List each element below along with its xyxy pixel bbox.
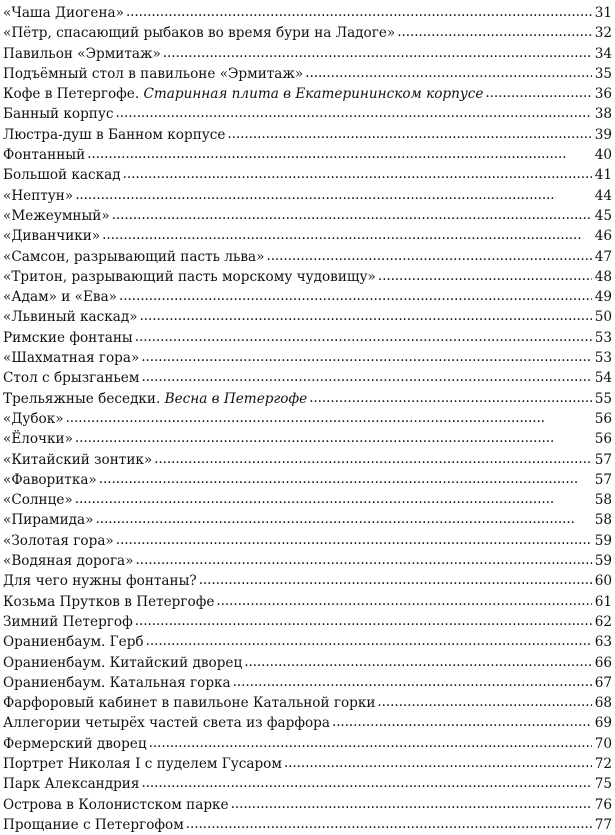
dot-leader xyxy=(231,794,592,814)
entry-title-text: Зимний Петергоф xyxy=(3,613,133,630)
page-number: 46 xyxy=(594,228,612,245)
page-number: 38 xyxy=(594,106,612,123)
dot-leader xyxy=(397,22,592,42)
entry-subtitle: Весна в Петергофе xyxy=(164,390,308,407)
page-number: 45 xyxy=(594,207,612,224)
dot-leader xyxy=(227,124,592,144)
dot-leader xyxy=(112,205,592,225)
page-number: 68 xyxy=(594,695,612,712)
entry-title xyxy=(3,165,121,185)
dot-leader xyxy=(216,591,592,611)
entry-title xyxy=(3,84,483,104)
toc-entry xyxy=(3,64,612,84)
entry-title xyxy=(3,206,110,226)
toc-entry xyxy=(3,754,612,774)
page-number: 75 xyxy=(594,776,612,793)
dot-leader xyxy=(66,408,592,428)
toc-entry xyxy=(3,125,612,145)
toc-entry xyxy=(3,206,612,226)
toc-entry xyxy=(3,44,612,64)
toc-entry xyxy=(3,815,612,835)
page-number: 56 xyxy=(594,431,612,448)
page-number: 61 xyxy=(594,593,612,610)
toc-entry xyxy=(3,409,612,429)
toc-entry xyxy=(3,307,612,327)
entry-title xyxy=(3,470,97,490)
toc-entry xyxy=(3,348,612,368)
entry-title-text: «Адам» и «Ева» xyxy=(3,289,117,306)
entry-title xyxy=(3,450,152,470)
entry-title-text: Аллегории четырёх частей света из фарфора xyxy=(3,715,330,732)
entry-title-text: Кофе в Петергофе. xyxy=(3,86,144,103)
dot-leader xyxy=(146,631,592,651)
entry-title xyxy=(3,490,73,510)
entry-title-text: «Диванчики» xyxy=(3,228,101,245)
entry-title-text: Парк Александрия xyxy=(3,776,140,793)
entry-title xyxy=(3,44,161,64)
toc-entry xyxy=(3,551,612,571)
page-number: 49 xyxy=(594,289,612,306)
page-number: 58 xyxy=(594,512,612,529)
entry-title xyxy=(3,592,214,612)
page-number: 36 xyxy=(594,86,612,103)
entry-title xyxy=(3,64,303,84)
page-number: 39 xyxy=(594,126,612,143)
entry-title-text: «Солнце» xyxy=(3,492,73,509)
entry-title-text: Козьма Прутков в Петергофе xyxy=(3,593,215,610)
entry-title xyxy=(3,247,264,267)
dot-leader xyxy=(163,43,592,63)
dot-leader xyxy=(126,2,592,22)
toc-entry xyxy=(3,23,612,43)
entry-title xyxy=(3,673,231,693)
entry-title-text: Римские фонтаны xyxy=(3,329,133,346)
toc-entry xyxy=(3,368,612,388)
entry-title xyxy=(3,734,147,754)
entry-title-text: «Пирамида» xyxy=(3,512,94,529)
entry-title xyxy=(3,368,139,388)
dot-leader xyxy=(75,489,592,509)
entry-title xyxy=(3,653,242,673)
entry-title xyxy=(3,287,117,307)
dot-leader xyxy=(233,672,592,692)
entry-title-text: Стол с брызганьем xyxy=(3,370,140,387)
entry-title-text: Подъёмный стол в павильоне «Эрмитаж» xyxy=(3,65,304,82)
toc-entry xyxy=(3,389,612,409)
entry-title xyxy=(3,328,133,348)
dot-leader xyxy=(266,246,592,266)
toc-entry xyxy=(3,490,612,510)
table-of-contents xyxy=(3,3,612,835)
entry-title-text: Трельяжные беседки. xyxy=(3,390,165,407)
page-number: 59 xyxy=(594,553,612,570)
page-number: 57 xyxy=(594,451,612,468)
entry-title-text: Павильон «Эрмитаж» xyxy=(3,45,161,62)
page-number: 53 xyxy=(594,350,612,367)
entry-title-text: «Фаворитка» xyxy=(3,471,97,488)
toc-entry xyxy=(3,612,612,632)
entry-title-text: «Тритон, разрывающий пасть морскому чудовищу» xyxy=(3,268,376,285)
entry-title-text: Портрет Николая I с пуделем Гусаром xyxy=(3,755,282,772)
toc-entry xyxy=(3,247,612,267)
page-number: 53 xyxy=(594,329,612,346)
entry-title xyxy=(3,145,85,165)
entry-title-text: «Межеумный» xyxy=(3,207,110,224)
toc-entry xyxy=(3,3,612,23)
entry-title-text: «Пётр, спасающий рыбаков во время бури на Ладоге» xyxy=(3,25,396,42)
dot-leader xyxy=(119,286,592,306)
dot-leader xyxy=(115,103,592,123)
entry-title xyxy=(3,815,184,835)
dot-leader xyxy=(186,814,592,834)
dot-leader xyxy=(284,753,592,773)
page-number: 63 xyxy=(594,634,612,651)
toc-entry xyxy=(3,470,612,490)
dot-leader xyxy=(75,185,592,205)
dot-leader xyxy=(140,306,592,326)
dot-leader xyxy=(378,266,592,286)
dot-leader xyxy=(244,652,592,672)
page-number: 72 xyxy=(594,755,612,772)
dot-leader xyxy=(485,83,592,103)
toc-entry xyxy=(3,693,612,713)
page-number: 60 xyxy=(594,573,612,590)
entry-title xyxy=(3,531,114,551)
entry-title-text: «Чаша Диогена» xyxy=(3,5,124,21)
entry-title-text: «Водяная дорога» xyxy=(3,553,134,570)
dot-leader xyxy=(154,449,592,469)
dot-leader xyxy=(149,733,592,753)
dot-leader xyxy=(305,63,592,83)
entry-title xyxy=(3,3,124,23)
entry-title xyxy=(3,754,282,774)
toc-entry xyxy=(3,145,612,165)
page-number: 59 xyxy=(594,532,612,549)
entry-title-text: Ораниенбаум. Катальная горка xyxy=(3,674,231,691)
dot-leader xyxy=(75,428,592,448)
entry-title-text: Фарфоровый кабинет в павильоне Катальной горки xyxy=(3,695,376,712)
entry-title-text: «Ёлочки» xyxy=(3,431,73,448)
toc-entry xyxy=(3,186,612,206)
page-number: 40 xyxy=(594,147,612,164)
dot-leader xyxy=(135,550,592,570)
page-number: 31 xyxy=(594,5,612,21)
entry-title-text: Фонтанный xyxy=(3,147,86,164)
page-number: 67 xyxy=(594,674,612,691)
toc-entry xyxy=(3,673,612,693)
page-number: 62 xyxy=(594,613,612,630)
dot-leader xyxy=(102,225,592,245)
entry-title xyxy=(3,551,133,571)
dot-leader xyxy=(135,611,592,631)
toc-entry xyxy=(3,632,612,652)
dot-leader xyxy=(99,469,592,489)
page-number: 70 xyxy=(594,735,612,752)
toc-entry xyxy=(3,510,612,530)
entry-title-text: «Золотая гора» xyxy=(3,532,114,549)
page-number: 47 xyxy=(594,248,612,265)
dot-leader xyxy=(135,327,592,347)
entry-title xyxy=(3,774,139,794)
dot-leader xyxy=(141,347,592,367)
toc-entry xyxy=(3,531,612,551)
dot-leader xyxy=(332,712,592,732)
dot-leader xyxy=(199,570,592,590)
entry-title xyxy=(3,267,376,287)
entry-title-text: Люстра-душ в Банном корпусе xyxy=(3,126,226,143)
entry-title xyxy=(3,510,93,530)
toc-entry xyxy=(3,328,612,348)
entry-title xyxy=(3,713,330,733)
entry-title xyxy=(3,226,100,246)
toc-entry xyxy=(3,795,612,815)
entry-title xyxy=(3,104,113,124)
entry-title xyxy=(3,409,64,429)
entry-title xyxy=(3,612,133,632)
entry-title-text: «Китайский зонтик» xyxy=(3,451,153,468)
page-number: 57 xyxy=(594,471,612,488)
dot-leader xyxy=(377,692,592,712)
dot-leader xyxy=(309,388,592,408)
dot-leader xyxy=(116,530,592,550)
toc-entry xyxy=(3,287,612,307)
toc-entry xyxy=(3,104,612,124)
entry-title-text: Острова в Колонистском парке xyxy=(3,796,229,813)
dot-leader xyxy=(123,164,592,184)
entry-title xyxy=(3,389,307,409)
page-number: 56 xyxy=(594,410,612,427)
entry-title-text: Фермерский дворец xyxy=(3,735,147,752)
page-number: 44 xyxy=(594,187,612,204)
page-number: 50 xyxy=(594,309,612,326)
entry-title xyxy=(3,186,73,206)
entry-title xyxy=(3,307,138,327)
page-number: 77 xyxy=(594,816,612,833)
entry-title-text: Ораниенбаум. Китайский дворец xyxy=(3,654,243,671)
dot-leader xyxy=(87,144,592,164)
dot-leader xyxy=(141,773,592,793)
toc-entry xyxy=(3,734,612,754)
entry-title xyxy=(3,23,395,43)
entry-title-text: Банный корпус xyxy=(3,106,114,123)
toc-entry xyxy=(3,267,612,287)
entry-subtitle: Старинная плита в Екатерининском корпусе xyxy=(143,86,484,103)
entry-title-text: «Нептун» xyxy=(3,187,74,204)
page-number: 41 xyxy=(594,167,612,184)
page-number: 48 xyxy=(594,268,612,285)
dot-leader xyxy=(95,509,592,529)
entry-title-text: Большой каскад xyxy=(3,167,121,184)
page-number: 55 xyxy=(594,390,612,407)
page-number: 66 xyxy=(594,654,612,671)
entry-title xyxy=(3,632,144,652)
entry-title-text: «Самсон, разрывающий пасть льва» xyxy=(3,248,265,265)
entry-title-text: «Шахматная гора» xyxy=(3,350,140,367)
entry-title xyxy=(3,795,229,815)
toc-entry xyxy=(3,592,612,612)
entry-title xyxy=(3,693,375,713)
entry-title-text: Ораниенбаум. Герб xyxy=(3,634,144,651)
page-number: 35 xyxy=(594,65,612,82)
page-number: 34 xyxy=(594,45,612,62)
entry-title-text: «Дубок» xyxy=(3,410,64,427)
toc-entry xyxy=(3,571,612,591)
page-number: 69 xyxy=(594,715,612,732)
page-number: 76 xyxy=(594,796,612,813)
entry-title xyxy=(3,125,225,145)
entry-title xyxy=(3,571,197,591)
toc-entry xyxy=(3,165,612,185)
toc-entry xyxy=(3,226,612,246)
page-number: 58 xyxy=(594,492,612,509)
toc-entry xyxy=(3,84,612,104)
toc-entry xyxy=(3,653,612,673)
page-number: 54 xyxy=(594,370,612,387)
toc-entry xyxy=(3,450,612,470)
entry-title xyxy=(3,429,73,449)
entry-title xyxy=(3,348,139,368)
page-number: 32 xyxy=(594,25,612,42)
toc-entry xyxy=(3,713,612,733)
entry-title-text: Для чего нужны фонтаны? xyxy=(3,573,197,590)
toc-entry xyxy=(3,774,612,794)
entry-title-text: «Львиный каскад» xyxy=(3,309,138,326)
entry-title-text: Прощание с Петергофом xyxy=(3,816,184,833)
dot-leader xyxy=(141,367,592,387)
toc-entry xyxy=(3,429,612,449)
